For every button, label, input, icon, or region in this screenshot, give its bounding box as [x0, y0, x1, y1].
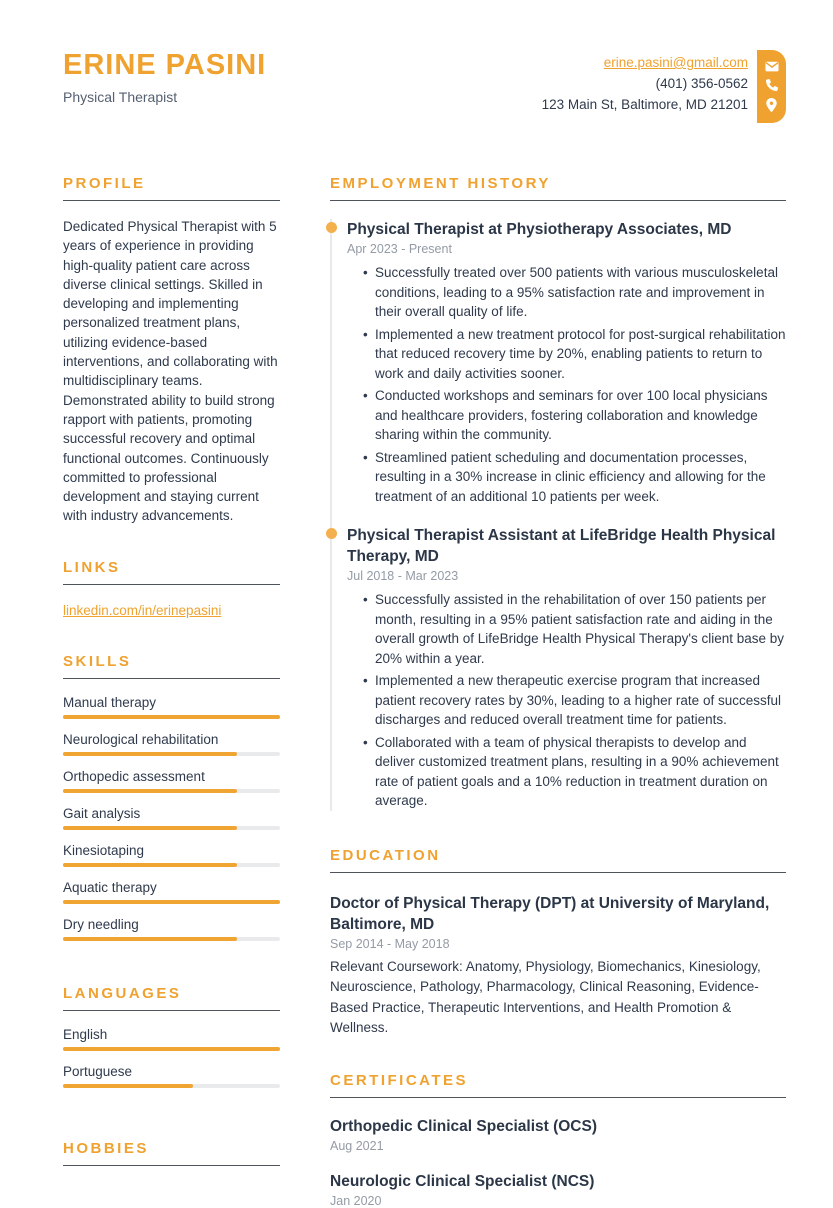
job-bullet: • Successfully assisted in the rehabilitation of over 150 patients per month, resulting in a 95% patient satisfaction rate and aiding in the overall growth of LifeBridge Health Physical Therapy's client base by 20% within a year.: [362, 590, 786, 668]
resume-header: [63, 50, 786, 115]
skills-section: [63, 653, 280, 941]
contact-block: [542, 52, 748, 115]
skill-label: Kinesiotaping: [63, 842, 145, 858]
skill-item: [63, 917, 280, 941]
profile-section: [63, 175, 280, 526]
hobbies-heading: HOBBIES: [63, 1140, 280, 1166]
language-bar-track: [63, 1047, 280, 1051]
skill-bar-track: [63, 863, 280, 867]
skill-bar-fill: [63, 863, 237, 867]
profile-heading: PROFILE: [63, 175, 280, 201]
education-heading: EDUCATION: [330, 847, 786, 873]
phone-icon: [766, 79, 778, 91]
skill-item: [63, 806, 280, 830]
links-section: [63, 559, 280, 620]
language-bar-fill: [63, 1084, 193, 1088]
certificate-entry: [330, 1171, 786, 1208]
certificate-title: Orthopedic Clinical Specialist (OCS): [330, 1117, 597, 1135]
job-bullet: • Conducted workshops and seminars for over 100 local physicians and healthcare providers, fostering collaboration and knowledge sharing within the community.: [362, 386, 786, 445]
job-title: Physical Therapist at Physiotherapy Associates, MD: [347, 221, 732, 238]
language-bar-track: [63, 1084, 280, 1088]
skill-bar-fill: [63, 826, 237, 830]
skills-heading: SKILLS: [63, 653, 280, 679]
job-bullet-list: [362, 263, 786, 506]
job-bullet: • Streamlined patient scheduling and documentation processes, resulting in a 30% increase in clinic efficiency and allowing for the treatment of an additional 10 patients per week.: [362, 448, 786, 507]
language-bar-fill: [63, 1047, 280, 1051]
left-column: [63, 175, 280, 1208]
skill-label: Manual therapy: [63, 694, 157, 710]
hobbies-section: [63, 1140, 280, 1166]
employment-heading: EMPLOYMENT HISTORY: [330, 175, 786, 201]
skill-label: Gait analysis: [63, 805, 141, 821]
location-icon: [766, 98, 777, 112]
job-bullet: • Implemented a new treatment protocol for post-surgical rehabilitation that reduced recovery time by 20%, enabling patients to return to work and daily activities sooner.: [362, 325, 786, 384]
name-block: [63, 50, 266, 105]
skill-bar-track: [63, 900, 280, 904]
job-bullet: • Successfully treated over 500 patients with various musculoskeletal conditions, leading to a 95% satisfaction rate and improvement in their overall quality of life.: [362, 263, 786, 322]
right-column: [330, 175, 786, 1208]
skill-item: [63, 769, 280, 793]
person-name: ERINE PASINI: [63, 49, 267, 81]
skill-bar-track: [63, 826, 280, 830]
skill-bar-fill: [63, 715, 280, 719]
skill-bar-fill: [63, 900, 280, 904]
job-entry: [332, 525, 786, 811]
email-icon: [765, 61, 779, 72]
skill-bar-track: [63, 752, 280, 756]
email-link[interactable]: erine.pasini@gmail.com: [603, 55, 748, 70]
education-entry: [330, 893, 786, 1039]
certificate-title: Neurologic Clinical Specialist (NCS): [330, 1172, 595, 1190]
timeline-dot-icon: [326, 222, 337, 233]
education-title: Doctor of Physical Therapy (DPT) at University of Maryland, Baltimore, MD: [330, 894, 770, 933]
address-text: 123 Main St, Baltimore, MD 21201: [541, 97, 748, 112]
job-dates: Jul 2018 - Mar 2023: [347, 569, 459, 583]
skill-bar-fill: [63, 789, 237, 793]
linkedin-link[interactable]: linkedin.com/in/erinepasini: [63, 602, 222, 618]
skill-label: Aquatic therapy: [63, 879, 157, 895]
skill-item: [63, 732, 280, 756]
skill-bar-fill: [63, 752, 237, 756]
contact-icon-bar: [757, 50, 786, 123]
skill-bar-track: [63, 715, 280, 719]
employment-timeline: [330, 219, 786, 811]
language-item: [63, 1027, 280, 1051]
job-bullet: • Collaborated with a team of physical therapists to develop and deliver customized treatment plans, resulting in a 90% achievement rate of patient goals and a 10% reduction in treatment duration on average.: [362, 733, 786, 811]
language-item: [63, 1064, 280, 1088]
certificates-heading: CERTIFICATES: [330, 1072, 786, 1098]
skill-bar-track: [63, 789, 280, 793]
job-bullet: • Implemented a new therapeutic exercise program that increased patient recovery rates by 30%, leading to a higher rate of successful discharges and reduced overall treatment time for patients.: [362, 671, 786, 730]
education-dates: Sep 2014 - May 2018: [330, 936, 450, 951]
employment-section: [330, 175, 786, 811]
resume-body: [63, 175, 786, 1208]
profile-text: Dedicated Physical Therapist with 5 years of experience in providing high-quality patient care across diverse clinical settings. Skilled in developing and implementing personalized treatment plans, utilizing evidence-based interventions, and collaborating with multidisciplinary teams. Demonstrated ability to build strong rapport with patients, promoting successful recovery and optimal functional outcomes. Continuously committed to professional development and staying current with industry advancements.: [63, 219, 278, 524]
languages-heading: LANGUAGES: [63, 985, 280, 1011]
skill-label: Orthopedic assessment: [63, 768, 205, 784]
links-heading: LINKS: [63, 559, 280, 585]
certificate-entry: [330, 1116, 786, 1153]
job-bullet-list: [362, 590, 786, 811]
timeline-dot-icon: [326, 528, 337, 539]
job-entry: [332, 219, 786, 506]
languages-section: [63, 985, 280, 1088]
language-label: English: [63, 1026, 108, 1042]
job-title: Physical Therapist Assistant at LifeBridge Health Physical Therapy, MD: [347, 527, 776, 565]
skill-bar-track: [63, 937, 280, 941]
person-job-title: Physical Therapist: [63, 88, 178, 105]
certificates-section: [330, 1072, 786, 1208]
skill-label: Dry needling: [63, 916, 139, 932]
job-dates: Apr 2023 - Present: [347, 242, 452, 256]
language-label: Portuguese: [63, 1063, 133, 1079]
skill-label: Neurological rehabilitation: [63, 731, 219, 747]
skill-bar-fill: [63, 937, 237, 941]
education-description: Relevant Coursework: Anatomy, Physiology, Biomechanics, Kinesiology, Neuroscience, Pathology, Pharmacology, Clinical Reasoning, Evidence-Based Practice, Therapeutic Interventions, and Health Promotion & Wellness.: [330, 958, 761, 1035]
certificate-dates: Aug 2021: [330, 1138, 384, 1153]
phone-number: (401) 356-0562: [655, 76, 748, 91]
skill-item: [63, 695, 280, 719]
education-section: [330, 847, 786, 1039]
skill-item: [63, 880, 280, 904]
certificate-dates: Jan 2020: [330, 1193, 382, 1208]
skill-item: [63, 843, 280, 867]
